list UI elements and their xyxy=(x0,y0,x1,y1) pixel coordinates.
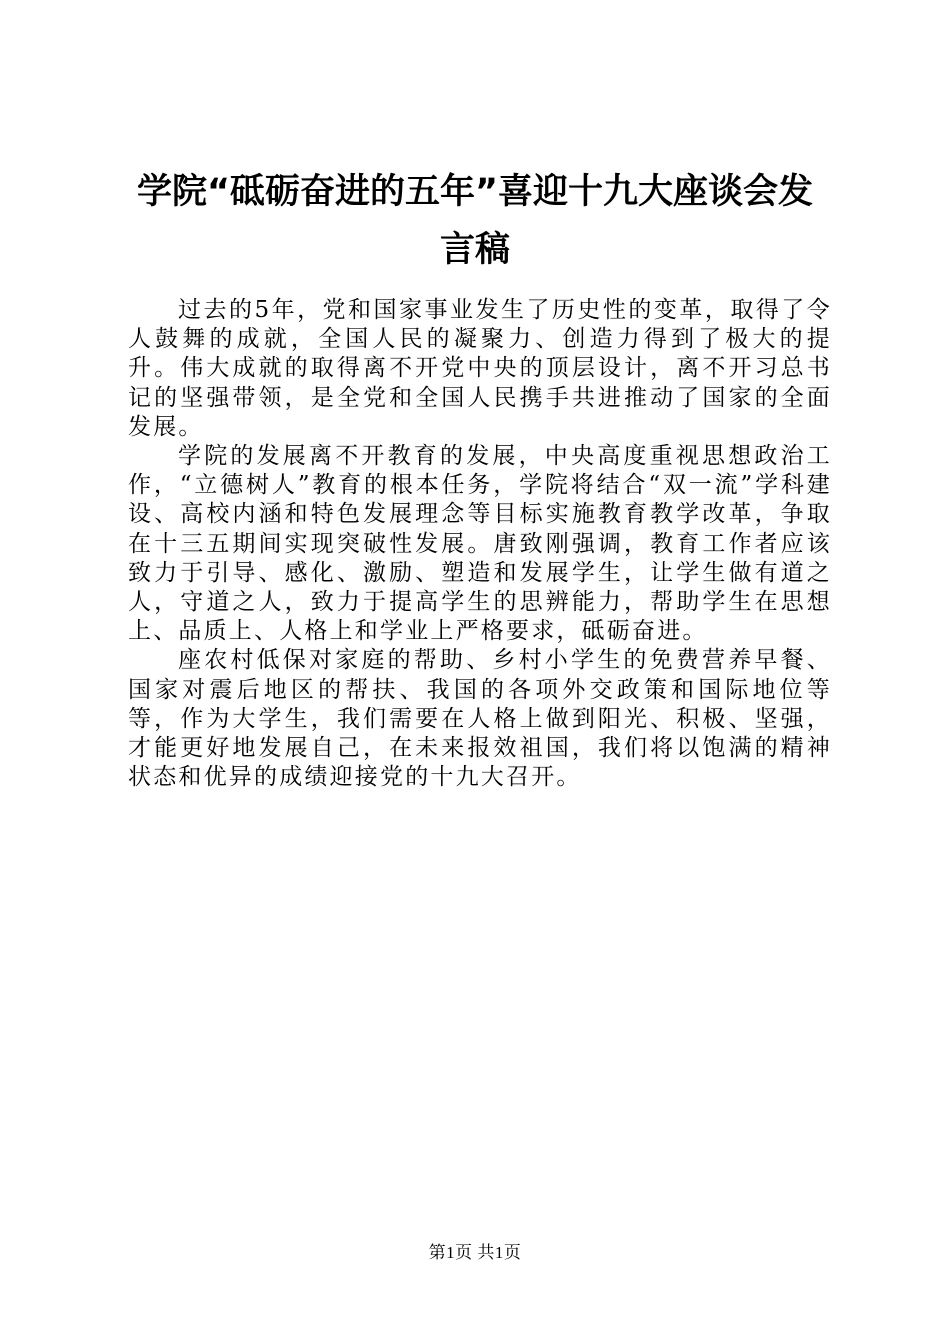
document-title: 学院“砥砺奋进的五年”喜迎十九大座谈会发言稿 xyxy=(136,172,813,270)
paragraph-3: 座农村低保对家庭的帮助、乡村小学生的免费营养早餐、国家对震后地区的帮扶、我国的各项外交政策和国际地位等等，作为大学生，我们需要在人格上做到阳光、积极、坚强，才能更好地发展自己，在未来报效祖国，我们将以饱满的精神状态和优异的成绩迎接党的十九大召开。 xyxy=(128,647,832,791)
document-body xyxy=(128,296,832,792)
paragraph-2: 学院的发展离不开教育的发展，中央高度重视思想政治工作，“立德树人”教育的根本任务，学院将结合“双一流”学科建设、高校内涵和特色发展理念等目标实施教育教学改革，争取在十三五期间实现突破性发展。唐致刚强调，教育工作者应该致力于引导、感化、激励、塑造和发展学生，让学生做有道之人，守道之人，致力于提高学生的思辨能力，帮助学生在思想上、品质上、人格上和学业上严格要求，砥砺奋进。 xyxy=(128,443,832,645)
page-number-footer: 第1页 共1页 xyxy=(428,1243,522,1262)
paragraph-1: 过去的5年，党和国家事业发生了历史性的变革，取得了令人鼓舞的成就，全国人民的凝聚力、创造力得到了极大的提升。伟大成就的取得离不开党中央的顶层设计，离不开习总书记的坚强带领，是全党和全国人民携手共进推动了国家的全面发展。 xyxy=(128,297,832,440)
